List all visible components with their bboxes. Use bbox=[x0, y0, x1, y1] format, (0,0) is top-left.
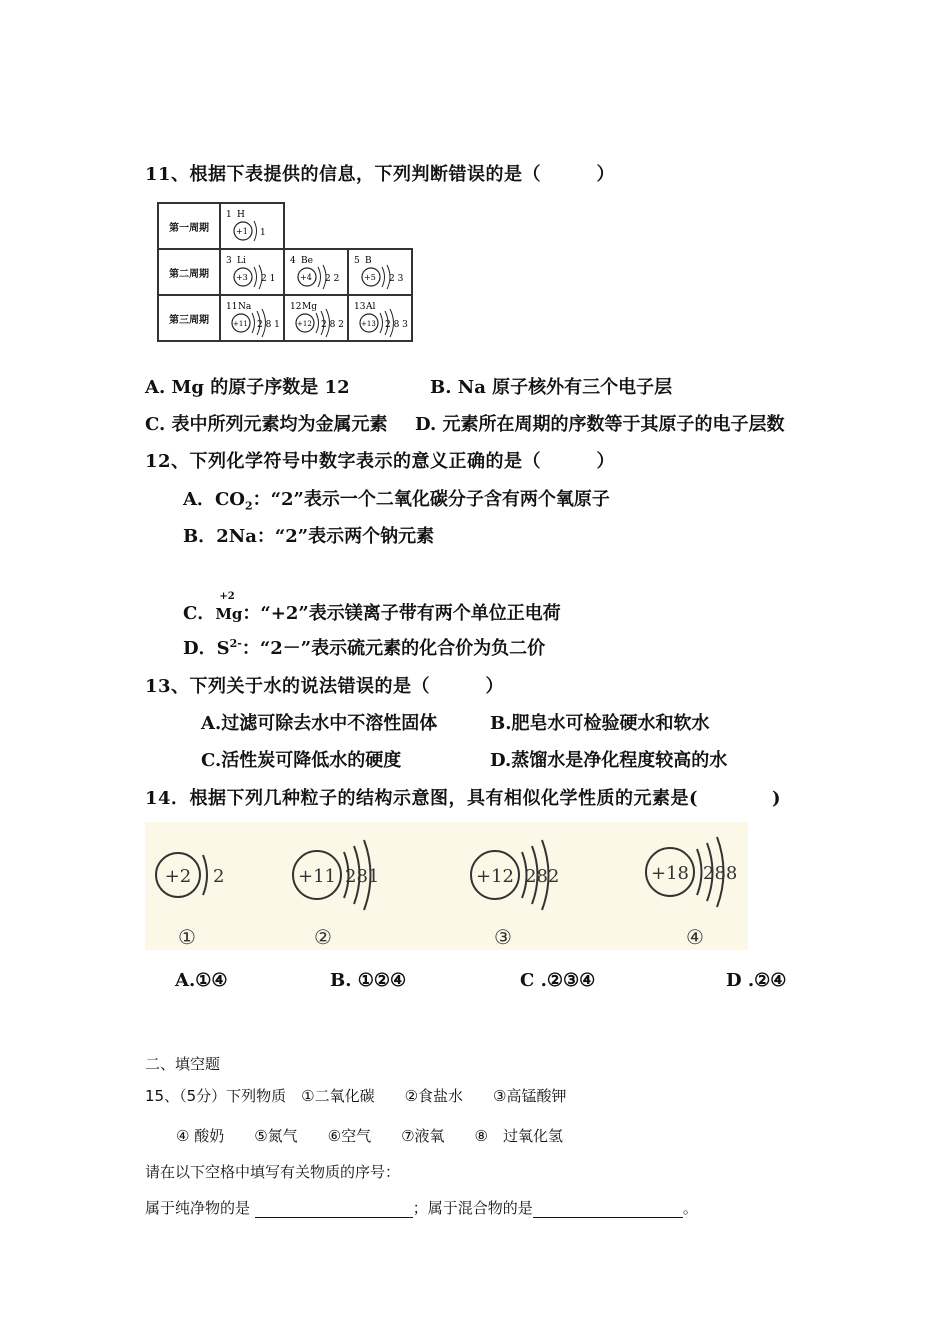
element-cell-na bbox=[220, 295, 284, 341]
q12-option-a: A．$CO_2$：“2”表示一个二氧化碳分子含有两个氧原子 bbox=[183, 489, 610, 513]
svg-text:+5: +5 bbox=[364, 273, 376, 282]
svg-text:2: 2 bbox=[213, 866, 225, 887]
particle-3 bbox=[471, 840, 559, 949]
particle-diagrams bbox=[145, 822, 748, 950]
q12-option-d: D．$S^{2-}$：“2－”表示硫元素的化合价为负二价 bbox=[183, 637, 546, 659]
svg-text:+12: +12 bbox=[297, 320, 312, 328]
q14-option-b: B. ①②④ bbox=[330, 970, 407, 991]
svg-text:Be: Be bbox=[301, 256, 313, 266]
atom-diagram-be bbox=[287, 252, 347, 294]
particle-4 bbox=[646, 837, 737, 949]
svg-text:2 3: 2 3 bbox=[389, 274, 404, 284]
svg-text:②: ② bbox=[314, 925, 332, 949]
question-13-stem: 13、下列关于水的说法错误的是（ ） bbox=[145, 676, 505, 697]
svg-text:2 1: 2 1 bbox=[261, 274, 276, 284]
valence-symbol: +2 Mg bbox=[215, 591, 243, 623]
svg-text:2 8 3: 2 8 3 bbox=[385, 320, 408, 330]
svg-text:①: ① bbox=[178, 925, 196, 949]
svg-text:13: 13 bbox=[354, 302, 366, 312]
svg-text:Mg: Mg bbox=[302, 302, 317, 312]
svg-text:3: 3 bbox=[226, 256, 232, 266]
particle-2 bbox=[293, 840, 379, 949]
q15-substances-line-2: ④ 酸奶 ⑤氮气 ⑥空气 ⑦液氧 ⑧ 过氧化氢 bbox=[176, 1127, 564, 1145]
q11-option-b: B. Na 原子核外有三个电子层 bbox=[430, 377, 673, 398]
svg-text:4: 4 bbox=[290, 256, 296, 266]
periodic-table bbox=[157, 202, 413, 342]
svg-text:2 8 2: 2 8 2 bbox=[321, 320, 344, 330]
question-12-stem: 12、下列化学符号中数字表示的意义正确的是（ ） bbox=[145, 451, 616, 472]
question-11-stem: 11、根据下表提供的信息，下列判断错误的是（ ） bbox=[145, 164, 616, 185]
q15-instruction: 请在以下空格中填写有关物质的序号： bbox=[145, 1163, 401, 1181]
svg-text:+11: +11 bbox=[233, 320, 248, 328]
q13-option-d: D.蒸馏水是净化程度较高的水 bbox=[490, 750, 728, 771]
svg-text:+2: +2 bbox=[164, 866, 192, 887]
svg-text:+13: +13 bbox=[361, 320, 376, 328]
q13-option-c: C.活性炭可降低水的硬度 bbox=[201, 750, 402, 771]
pure-substance-label: 属于纯净物的是 bbox=[145, 1199, 251, 1217]
svg-text:11: 11 bbox=[226, 302, 238, 312]
particle-1 bbox=[156, 853, 224, 949]
svg-text:+1: +1 bbox=[236, 227, 248, 236]
q12-option-b: B．2Na：“2”表示两个钠元素 bbox=[183, 526, 435, 547]
q12-option-c: C． +2 Mg：“+2”表示镁离子带有两个单位正电荷 bbox=[183, 591, 561, 624]
element-cell-b bbox=[348, 249, 412, 295]
q14-option-c: C .②③④ bbox=[520, 970, 596, 991]
svg-text:2 2: 2 2 bbox=[325, 274, 340, 284]
q11-option-a: A. Mg 的原子序数是 12 bbox=[145, 377, 350, 398]
svg-text:③: ③ bbox=[494, 925, 512, 949]
svg-text:2 8 1: 2 8 1 bbox=[257, 320, 280, 330]
svg-text:Al: Al bbox=[366, 302, 376, 312]
svg-text:282: 282 bbox=[525, 866, 560, 887]
svg-text:1: 1 bbox=[260, 228, 266, 238]
svg-text:B: B bbox=[365, 256, 372, 266]
q11-option-c: C. 表中所列元素均为金属元素 bbox=[145, 414, 388, 435]
mixture-blank[interactable] bbox=[533, 1201, 683, 1218]
svg-text:12: 12 bbox=[290, 302, 302, 312]
q14-option-d: D .②④ bbox=[726, 970, 787, 991]
svg-text:+18: +18 bbox=[651, 863, 689, 884]
atom-diagram-li bbox=[223, 252, 283, 294]
svg-text:④: ④ bbox=[686, 925, 704, 949]
svg-text:+4: +4 bbox=[300, 273, 312, 282]
svg-text:+12: +12 bbox=[476, 866, 514, 887]
element-cell-be bbox=[284, 249, 348, 295]
section-2-title: 二、填空题 bbox=[145, 1055, 221, 1073]
particle-structure-image bbox=[145, 822, 748, 950]
atom-diagram-mg bbox=[287, 298, 347, 340]
period-label: 第二周期 bbox=[158, 249, 220, 295]
period-label: 第三周期 bbox=[158, 295, 220, 341]
question-14-stem: 14．根据下列几种粒子的结构示意图，具有相似化学性质的元素是( ) bbox=[145, 788, 782, 809]
q15-substances-line-1: 15、（5分）下列物质 ①二氧化碳 ②食盐水 ③高锰酸钾 bbox=[145, 1087, 567, 1105]
element-cell-h bbox=[220, 203, 284, 249]
q13-option-b: B.肥皂水可检验硬水和软水 bbox=[490, 713, 710, 734]
svg-text:1: 1 bbox=[226, 210, 232, 220]
pure-substance-blank[interactable] bbox=[255, 1201, 413, 1218]
element-cell-mg bbox=[284, 295, 348, 341]
atom-diagram-b bbox=[351, 252, 411, 294]
svg-text:H: H bbox=[237, 210, 245, 220]
element-cell-al bbox=[348, 295, 412, 341]
q11-option-d: D. 元素所在周期的序数等于其原子的电子层数 bbox=[415, 414, 785, 435]
sentence-end: 。 bbox=[682, 1199, 698, 1217]
q14-option-a: A.①④ bbox=[175, 970, 228, 991]
element-cell-li bbox=[220, 249, 284, 295]
q15-answer-line bbox=[145, 1197, 698, 1218]
atom-diagram-na bbox=[223, 298, 283, 340]
svg-text:281: 281 bbox=[345, 866, 380, 887]
mixture-label: ；属于混合物的是 bbox=[412, 1199, 533, 1217]
svg-text:Na: Na bbox=[238, 302, 252, 312]
svg-text:Li: Li bbox=[237, 256, 246, 266]
svg-text:+11: +11 bbox=[298, 866, 336, 887]
atom-diagram-al bbox=[351, 298, 411, 340]
svg-text:+3: +3 bbox=[236, 273, 248, 282]
q13-option-a: A.过滤可除去水中不溶性固体 bbox=[201, 713, 438, 734]
atom-diagram-h bbox=[223, 206, 283, 248]
svg-text:5: 5 bbox=[354, 256, 360, 266]
period-label: 第一周期 bbox=[158, 203, 220, 249]
svg-text:288: 288 bbox=[703, 863, 738, 884]
